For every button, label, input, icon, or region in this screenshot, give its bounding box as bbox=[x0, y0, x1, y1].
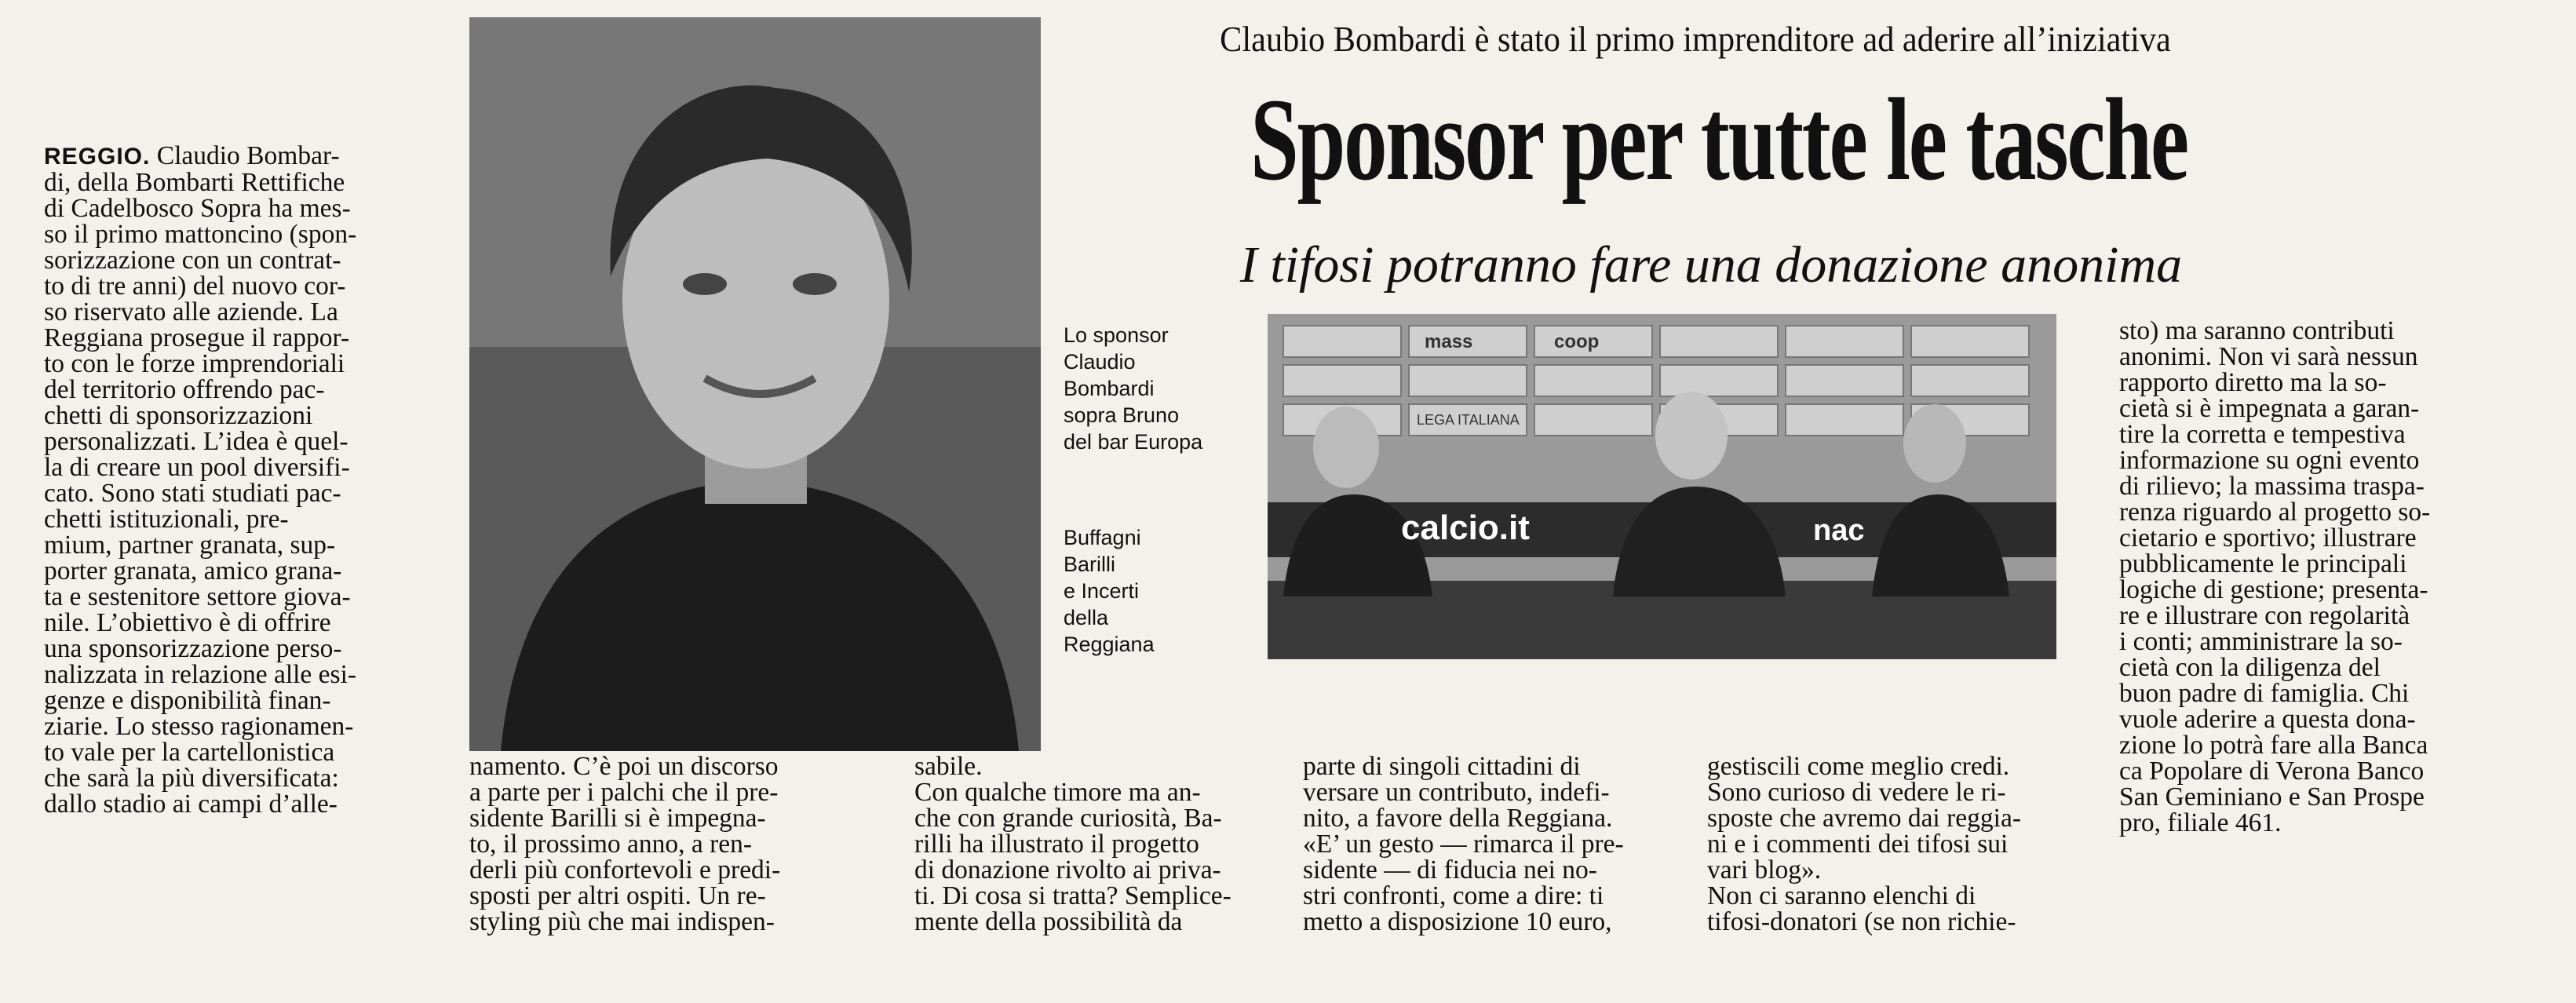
article-column-5: gestiscili come meglio credi. Sono curioso di vedere le ri- sposte che avremo dai reggia- ni e i commenti dei tifosi sui vari blog». Non ci saranno elenchi di tifosi-donatori (se non richie- bbox=[1707, 752, 2021, 936]
press-backdrop-illustration bbox=[1268, 314, 2056, 659]
portrait-illustration bbox=[469, 17, 1041, 751]
backdrop-sign-2: nac bbox=[1813, 514, 1865, 547]
article-column-2: namento. C’è poi un discorso a parte per i palchi che il pre- sidente Barilli si è impegna- to, il prossimo anno, a ren- derli più confortevoli e predi- sposti per altri ospiti. Un re- styling più che mai indispen- bbox=[469, 752, 781, 936]
article-column-4: parte di singoli cittadini di versare un contributo, indefi- nito, a favore della Reggiana. «E’ un gesto — rimarca il pre- sidente — di fiducia nei no- stri confronti, come a dire: ti metto a disposizione 10 euro, bbox=[1303, 752, 1624, 936]
photo-caption-press: Buffagni Barilli e Incerti della Reggiana bbox=[1064, 526, 1155, 656]
sponsor-logo-3: LEGA ITALIANA bbox=[1417, 412, 1520, 428]
press-conference-photo bbox=[1268, 314, 2056, 659]
photo-caption-sponsor: Lo sponsor Claudio Bombardi sopra Bruno del bar Europa bbox=[1064, 323, 1203, 454]
article-column-6: sto) ma saranno contributi anonimi. Non vi sarà nessun rapporto diretto ma la so- cietà si è impegnata a garan- tire la corretta e tempestiva informazione su ogni evento di rilievo; la massima traspa- renza riguardo al progetto so- cietario e sportivo; illustrare pubblicamente le principali logiche di gestione; presenta- re e illustrare con regolarità i conti; amministrare la so- cietà con la diligenza del buon padre di famiglia. Chi vuole aderire a questa dona- zione lo potrà fare alla Banca ca Popolare di Verona Banco San Geminiano e San Prospe pro, filiale 461. bbox=[2119, 316, 2431, 837]
portrait-photo bbox=[469, 17, 1041, 751]
article-column-1 bbox=[44, 143, 436, 817]
headline: Sponsor per tutte le tasche bbox=[1250, 75, 2187, 205]
article-column-3: sabile. Con qualche timore ma an- che con grande curiosità, Ba- rilli ha illustrato il progetto di donazione rivolto ai priva- ti. Di cosa si tratta? Semplice- mente della possibilità da bbox=[914, 752, 1231, 936]
kicker: Claubio Bombardi è stato il primo imprenditore ad aderire all’iniziativa bbox=[1220, 19, 2171, 59]
column-1-text: Claudio Bombar- di, della Bombarti Rettifiche di Cadelbosco Sopra ha mes- so il primo mattoncino (spon- sorizzazione con un contrat- to di tre anni) del nuovo cor- so riservato alle aziende. La Reggiana prosegue il rappor- to con le forze imprendoriali del territorio offrendo pac- chetti di sponsorizzazioni personalizzati. L’idea è quel- la di creare un pool diversifi- cato. Sono stati studiati pac- chetti istituzionali, pre- mium, partner granata, sup- porter granata, amico grana- ta e sestenitore settore giova- nile. L’obiettivo è di offrire una sponsorizzazione perso- nalizzata in relazione alle esi- genze e disponibilità finan- ziarie. Lo stesso ragionamen- to vale per la cartellonistica che sarà la più diversificata: dallo stadio ai campi d’alle- bbox=[44, 141, 357, 819]
sponsor-logo-2: coop bbox=[1554, 331, 1600, 352]
dateline: REGGIO. bbox=[44, 144, 151, 170]
subhead: I tifosi potranno fare una donazione anonima bbox=[1239, 236, 2183, 294]
sponsor-logo-1: mass bbox=[1425, 331, 1473, 352]
backdrop-sign-1: calcio.it bbox=[1401, 509, 1530, 547]
